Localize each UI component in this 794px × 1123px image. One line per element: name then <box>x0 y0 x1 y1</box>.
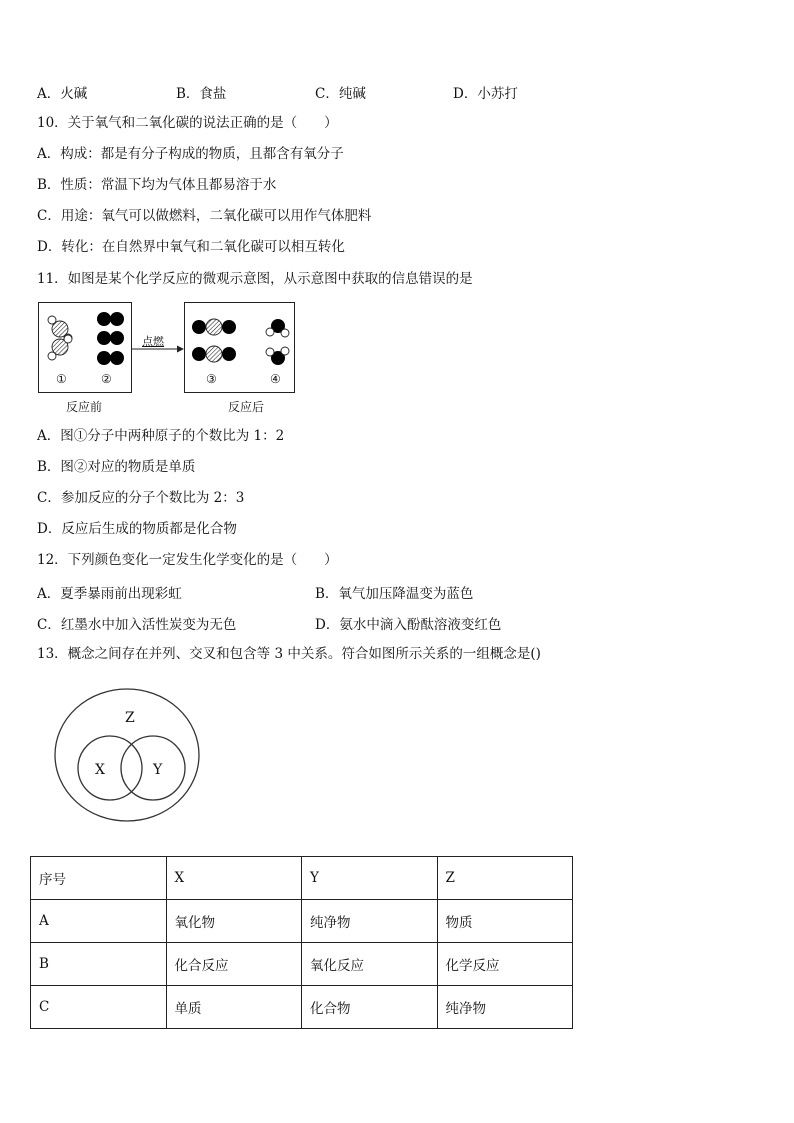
q10-option-b: B．性质：常温下均为气体且都易溶于水 <box>37 177 277 193</box>
q9-option-d: D．小苏打 <box>453 86 518 102</box>
table-row <box>31 986 573 1029</box>
q13-venn-diagram <box>50 686 205 824</box>
table-cell: 纯净物 <box>302 900 438 943</box>
molecule-2-group <box>97 312 124 365</box>
table-cell: C <box>31 986 167 1029</box>
q12-option-b: B．氧气加压降温变为蓝色 <box>315 586 474 602</box>
label-4: ④ <box>270 372 281 386</box>
table-cell: 化合物 <box>302 986 438 1029</box>
table-header-cell: Z <box>437 857 573 900</box>
label-1: ① <box>56 372 67 386</box>
q11-option-a: A．图①分子中两种原子的个数比为 1：2 <box>37 428 285 444</box>
q12-stem: 12．下列颜色变化一定发生化学变化的是（ ） <box>37 552 338 568</box>
molecule-4-group <box>266 319 289 365</box>
q10-option-c: C．用途：氧气可以做燃料，二氧化碳可以用作气体肥料 <box>37 208 372 224</box>
q12-option-a: A．夏季暴雨前出现彩虹 <box>37 586 182 602</box>
q11-stem: 11．如图是某个化学反应的微观示意图，从示意图中获取的信息错误的是 <box>37 271 473 287</box>
q10-stem: 10．关于氧气和二氧化碳的说法正确的是（ ） <box>37 115 338 131</box>
caption-after: 反应后 <box>228 400 265 414</box>
table-cell: A <box>31 900 167 943</box>
table-header-cell: 序号 <box>31 857 167 900</box>
q10-option-a: A．构成：都是有分子构成的物质，且都含有氧分子 <box>37 146 344 162</box>
q12-option-c: C．红墨水中加入活性炭变为无色 <box>37 617 237 633</box>
table-cell: 纯净物 <box>437 986 573 1029</box>
q11-reaction-figure <box>38 302 300 414</box>
table-row <box>31 900 573 943</box>
q12-options-row-1 <box>0 582 794 602</box>
q11-option-d: D．反应后生成的物质都是化合物 <box>37 521 237 537</box>
q11-option-b: B．图②对应的物质是单质 <box>37 459 196 475</box>
table-header-cell: X <box>166 857 302 900</box>
q11-option-c: C．参加反应的分子个数比为 2：3 <box>37 490 245 506</box>
label-3: ③ <box>206 372 217 386</box>
arrow-label: 点燃 <box>142 335 164 348</box>
q12-options-row-2 <box>0 613 794 633</box>
q9-option-b: B．食盐 <box>176 86 227 102</box>
molecule-3-group <box>192 319 236 362</box>
venn-circles <box>50 686 205 824</box>
table-cell: 化合反应 <box>166 943 302 986</box>
venn-label-y: Y <box>153 762 163 778</box>
q10-option-d: D．转化：在自然界中氧气和二氧化碳可以相互转化 <box>37 239 345 255</box>
venn-label-z: Z <box>125 710 135 726</box>
table-header-row <box>31 857 573 900</box>
molecule-diagram <box>38 302 300 397</box>
table-cell: 单质 <box>166 986 302 1029</box>
table-cell: 化学反应 <box>437 943 573 986</box>
q13-table <box>30 856 573 1029</box>
venn-label-x: X <box>95 762 105 778</box>
label-2: ② <box>101 372 112 386</box>
q9-option-c: C．纯碱 <box>315 86 366 102</box>
q9-options <box>0 82 794 102</box>
molecule-1-lower <box>48 335 72 360</box>
table-cell: B <box>31 943 167 986</box>
q12-option-d: D．氨水中滴入酚酞溶液变红色 <box>315 617 502 633</box>
table-cell: 氧化物 <box>166 900 302 943</box>
q13-stem: 13．概念之间存在并列、交叉和包含等 3 中关系。符合如图所示关系的一组概念是() <box>37 646 541 662</box>
q9-option-a: A．火碱 <box>37 86 88 102</box>
table-cell: 物质 <box>437 900 573 943</box>
caption-before: 反应前 <box>66 400 103 414</box>
table-row <box>31 943 573 986</box>
table-header-cell: Y <box>302 857 438 900</box>
table-cell: 氧化反应 <box>302 943 438 986</box>
